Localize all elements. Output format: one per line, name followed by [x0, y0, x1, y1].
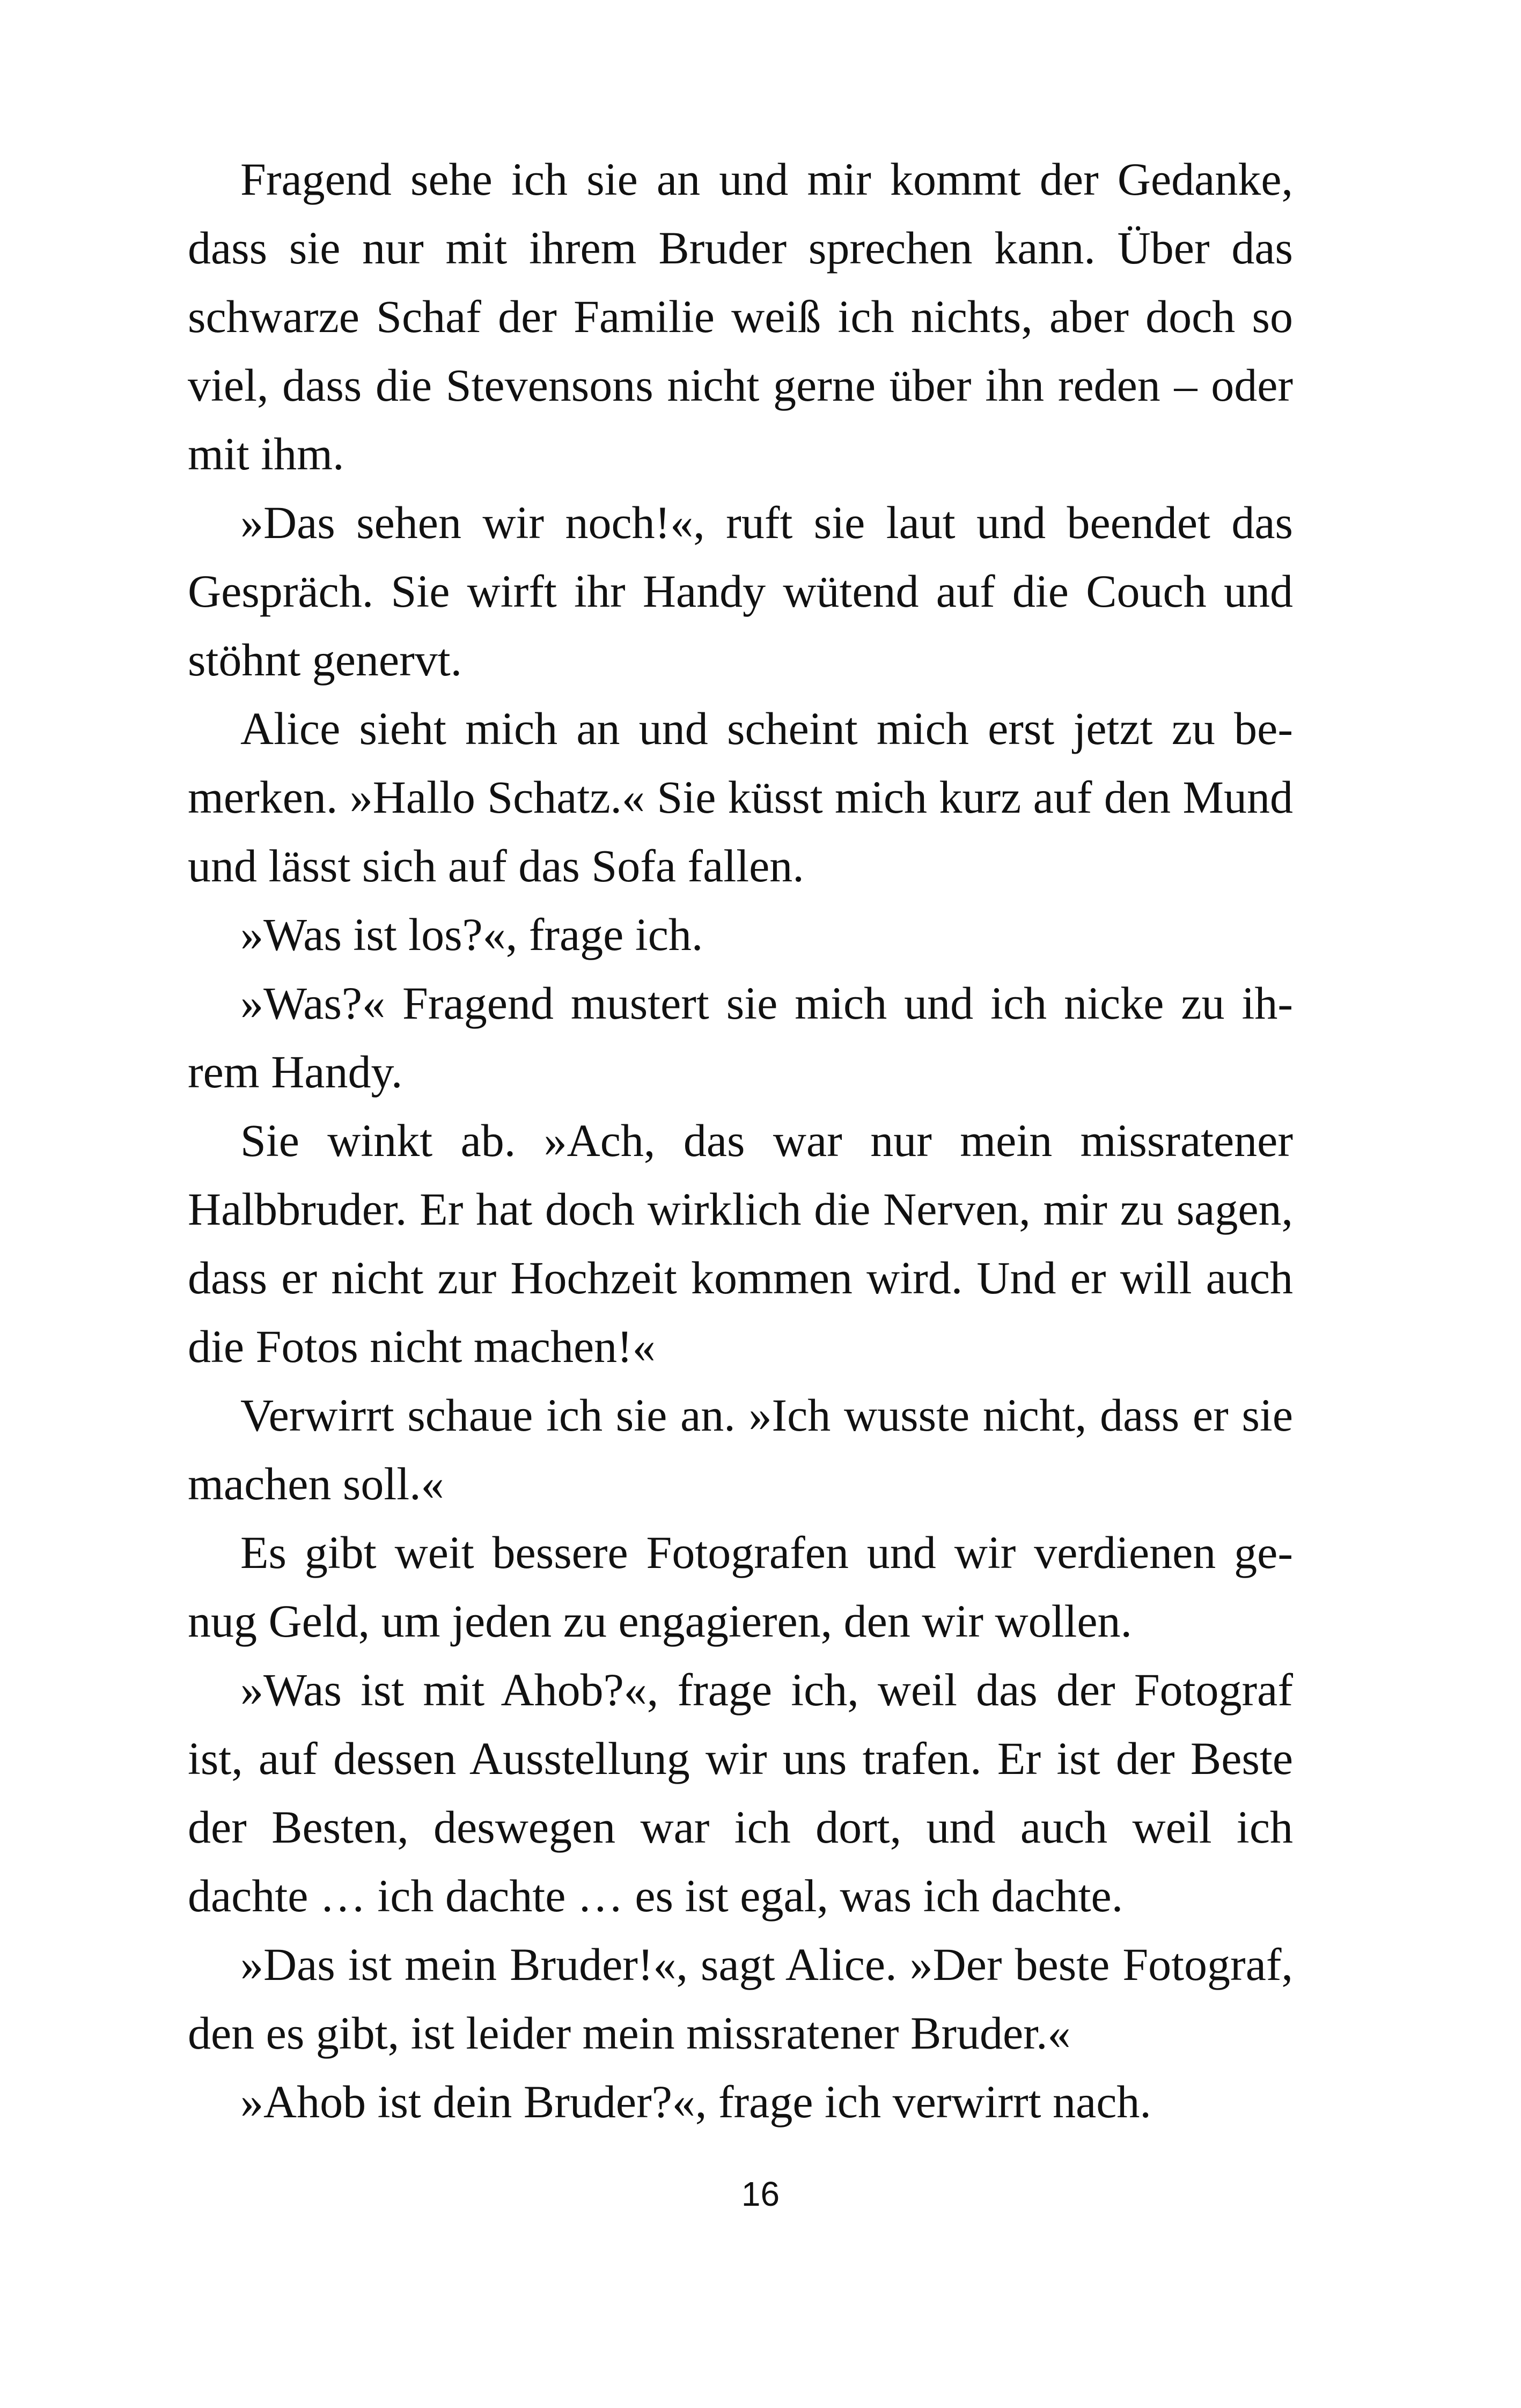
paragraph: Es gibt weit bessere Fotografen und wir verdienen genug Geld, um jeden zu engagieren, den wir wollen.: [188, 1527, 1293, 1647]
paragraph: »Was ist los?«, frage ich.: [240, 909, 703, 960]
body-text: [188, 145, 1293, 2136]
paragraph: »Ahob ist dein Bruder?«, frage ich verwirrt nach.: [240, 2076, 1151, 2127]
paragraph: Sie winkt ab. »Ach, das war nur mein missratener Halbbruder. Er hat doch wirklich die Nerven, mir zu sagen, dass er nicht zur Hochzeit kommen wird. Und er will auch die Fotos nicht machen!«: [188, 1115, 1293, 1372]
paragraph: Alice sieht mich an und scheint mich erst jetzt zu bemerken. »Hallo Schatz.« Sie küsst mich kurz auf den Mund und lässt sich auf das Sofa fallen.: [188, 703, 1293, 892]
paragraph: »Was ist mit Ahob?«, frage ich, weil das der Fotograf ist, auf dessen Ausstellung wir uns trafen. Er ist der Beste der Besten, deswegen war ich dort, und auch weil ich dachte … ich dachte … es ist egal, was ich dachte.: [188, 1664, 1293, 1921]
paragraph: »Das ist mein Bruder!«, sagt Alice. »Der beste Fotograf, den es gibt, ist leider mein missratener Bruder.«: [188, 1939, 1293, 2059]
page-number: 16: [741, 2175, 780, 2213]
paragraph: »Das sehen wir noch!«, ruft sie laut und beendet das Gespräch. Sie wirft ihr Handy wütend auf die Couch und stöhnt genervt.: [188, 497, 1293, 686]
paragraph: »Was?« Fragend mustert sie mich und ich nicke zu ihrem Handy.: [188, 977, 1293, 1098]
paragraph: Verwirrt schaue ich sie an. »Ich wusste nicht, dass er sie machen soll.«: [188, 1389, 1293, 1509]
paragraph: Fragend sehe ich sie an und mir kommt der Gedanke, dass sie nur mit ihrem Bruder sprechen kann. Über das schwarze Schaf der Familie weiß ich nichts, aber doch so viel, dass die Stevensons nicht gerne über ihn reden – oder mit ihm.: [188, 153, 1293, 480]
